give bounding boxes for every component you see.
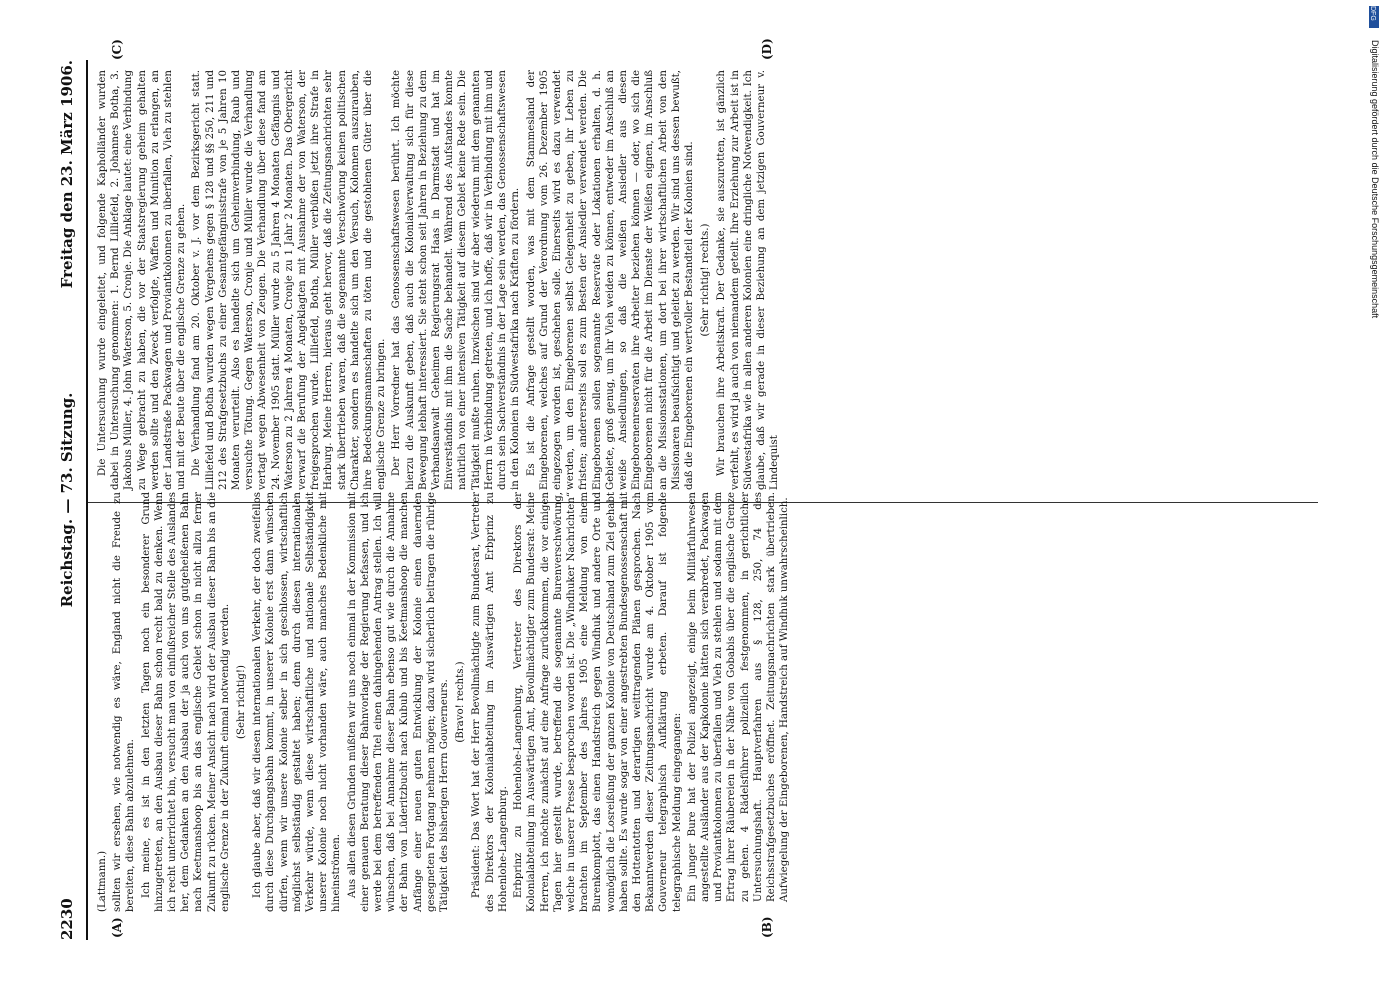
paragraph: Aus allen diesen Gründen müßten wir uns noch einmal in der Kommission mit einer genauen Beratung dieser Bahnvorlage der Regierung befassen, und ich werde bei dem betreffenden Titel einen dahingehenden Antrag stellen. Ich will wünschen, daß bei Annahme dieser Bahn ebenso gut wie durch die Annahme der Bahn von Lüderitzbucht nach Kubub und bis Keetmanshoop die manchen Anfänge einer neuen guten Entwicklung der Kolonie einen dauernden gesegneten Fortgang nehmen mögen; dazu wird sicherlich beitragen die rührige Tätigkeit des bisherigen Herrn Gouverneurs. <box>346 492 451 912</box>
interjection: (Sehr richtig!) <box>236 665 248 739</box>
paragraph: Die Verhandlung fand am 20. Oktober v. J. vor dem Bezirksgericht statt. Lilliefeld und Botha wurden wegen Vergehens gegen § 128 und §§ 250, 211 und 212 des Strafgesetzbuchs zu einer Gesamtgefängnisstrafe von je 5 Jahren 10 Monaten verurteilt. Also es handelte sich um Geheimverbindung, Raub und versuchte Tötung. Gegen Waterson, Cronje und Müller wurde die Verhandlung vertagt wegen Abwesenheit von Zeugen. Die Verhandlung über diese fand am 24. November 1905 statt. Müller wurde zu 5 Jahren 4 Monaten Gefängnis und Waterson zu 2 Jahren 4 Monaten, Cronje zu 1 Jahr 2 Monaten. Das Obergericht verwarf die Berufung der Angeklagten mit Ausnahme der von Waterson, der freigesprochen wurde. Lilliefeld, Botha, Müller verbüßen jetzt ihre Strafe in Harburg. Meine Herren, hieraus geht hervor, daß die Zeitungsnachrichten sehr stark übertrieben waren, daß die sogenannte Verschwörung keinen politischen Charakter, sondern es handelte sich um den Versuch, Kolonnen auszurauben, ihre Bedeckungsmannschaften zu töten und die gestohlenen Güter über die englische Grenze zu bringen. <box>191 70 388 490</box>
interjection: (Bravo! rechts.) <box>455 661 467 743</box>
paragraph: Erbprinz zu Hohenlohe-Langenburg, Vertreter des Direktors der Kolonialabteilung im Auswärtigen Amt, Bevollmächtigter zum Bundesrat: Meine Herren, ich möchte zunächst auf eine Anfrage zurückkommen, die vor einigen Tagen hier gestellt wurde, betreffend die sogenannte Burenverschwörung, welche in unserer Presse besprochen worden ist. Die „Windhuker Nachrichten“ brachten im September des Jahres 1905 eine Meldung von einem Burenkomplott, das einen Handstreich gegen Windhuk und andere Orte und womöglich die Losreißung der ganzen Kolonie von Deutschland zum Ziel gehabt haben sollte. Es wurde sogar von einer angestrebten Bundesgenossenschaft mit den Hottentotten und derartigen weittragenden Plänen gesprochen. Nach Bekanntwerden dieser Zeitungsnachricht wurde am 4. Oktober 1905 vom Gouverneur telegraphisch Aufklärung erbeten. Darauf ist folgende telegraphische Meldung eingegangen: <box>513 492 683 912</box>
session-date: Freitag den 23. März 1906. <box>58 60 76 289</box>
speaker-tag: (Lattmann.) <box>97 850 108 912</box>
paragraph: Es ist die Anfrage gestellt worden, was mit dem Stammesland der Eingeborenen, welches auf Grund der Verordnung vom 26. Dezember 1905 eingezogen worden ist, geschehen solle. Einerseits wird es dazu verwendet werden, um den Eingeborenen selbst Gelegenheit zu geben, ihr Leben zu fristen; andererseits soll es zum Besten der Ansiedler verwendet werden. Die Eingeborenen sollen sogenannte Reservate oder Lokationen erhalten, d. h. Gebiete, groß genug, um ihr Vieh weiden zu können, entweder im Anschluß an weiße Ansiedlungen, so daß die weißen Ansiedler aus diesen Eingeborenenreservaten ihre Arbeiter beziehen können — oder, wo sich die Eingeborenen nicht für die Arbeit im Dienste der Weißen eignen, im Anschluß an die Missionsstationen, um dort bei ihrer wirtschaftlichen Arbeit von den Missionaren beaufsichtigt und geleitet zu werden. Wir sind uns dessen bewußt, daß die Eingeborenen ein wertvoller Bestandteil der Kolonien sind. <box>525 70 695 490</box>
page-header <box>58 60 82 940</box>
margin-mark-b: (B) <box>760 916 774 938</box>
paragraph: Ich glaube aber, daß wir diesen internationalen Verkehr, der doch zweifellos durch diese Durchgangsbahn kommt, in unserer Kolonie erst dann wünschen dürfen, wenn wir unsere Kolonie selber in sich geschlossen, wirtschaftlich möglichst selbständig gestaltet haben; denn durch diesen internationalen Verkehr würde, wenn diese wirtschaftliche und nationale Selbständigkeit unserer Kolonie noch nicht vorhanden wäre, auch manches Bedenkliche mit hineinströmen. <box>252 492 343 912</box>
paragraph: Präsident: Das Wort hat der Herr Bevollmächtigte zum Bundesrat, Vertreter des Direktors der Kolonialabteilung im Auswärtigen Amt Erbprinz zu Hohenlohe-Langenburg. <box>471 492 509 912</box>
paragraph: Der Herr Vorredner hat das Genossenschaftswesen berührt. Ich möchte hierzu die Auskunft geben, daß auch die Kolonialverwaltung sich für diese Bewegung lebhaft interessiert. Sie steht schon seit Jahren in Beziehung zu dem Verbandsanwalt Geheimen Regierungsrat Haas in Darmstadt und hat im Einverständnis mit ihm die Sache behandelt. Während des Aufstandes konnte natürlich von einer intensiven Tätigkeit auf diesem Gebiet keine Rede sein. Die Tätigkeit mußte ruhen. Inzwischen sind wir aber wiederum mit dem genannten Herrn in Verbindung getreten, und ich hoffe, daß wir in Verbindung mit ihm und durch sein Sachverständnis in der Lage sein werden, das Genossenschaftswesen in den Kolonien in Südwestafrika nach Kräften zu fördern. <box>391 70 522 490</box>
page-number: 2230 <box>58 898 76 940</box>
right-column <box>96 70 783 490</box>
margin-mark-d: (D) <box>760 38 774 60</box>
left-column <box>96 492 793 912</box>
dfg-logo-text: DFG <box>1369 6 1376 21</box>
margin-mark-a: (A) <box>110 917 124 938</box>
paragraph: Ich meine, es ist in den letzten Tagen noch ein besonderer Grund hinzugetreten, an den Ausbau dieser Bahn schon recht bald zu denken. Wenn ich recht unterrichtet bin, versucht man von einflußreicher Stelle des Auslandes her, dem Gedanken an den Ausbau der ja auch von uns gutgeheißenen Bahn nach Keetmanshoop bis an das englische Gebiet schon in nicht allzu ferner Zukunft zu rücken. Meiner Ansicht nach wird der Ausbau dieser Bahn bis an die englische Grenze in der Zukunft einmal notwendig werden. <box>140 492 231 912</box>
session-title: Reichstag. — 73. Sitzung. <box>58 392 76 608</box>
paragraph: Wir brauchen ihre Arbeitskraft. Der Gedanke, sie auszurotten, ist gänzlich verfehlt, es wird ja auch von niemandem geteilt. Ihre Erziehung zur Arbeit ist in Südwestafrika wie in allen anderen Kolonien eine dringliche Notwendigkeit. Ich glaube, daß wir gerade in dieser Beziehung an dem jetzigen Gouverneur v. Lindequist <box>716 70 781 490</box>
quoted-telegram: Ein junger Bure hat der Polizei angezeigt, einige beim Militärfuhrwesen angestellte Ausländer aus der Kapkolonie hätten sich verabredet, Packwagen und Proviantkolonnen zu überfallen und Vieh zu stehlen und sodann mit dem Ertrag ihrer Räubereien in der Nähe von Gobabis über die englische Grenze zu gehen. 4 Rädelsführer polizeilich festgenommen, in gerichtlicher Untersuchungshaft. Hauptverfahren aus § 128, 250, 74 des Reichsstrafgesetzbuches eröffnet. Zeitungsnachrichten stark übertrieben. Aufwiegelung der Eingeborenen, Handstreich auf Windhuk unwahrscheinlich. <box>686 492 791 902</box>
paragraph: sollten wir ersehen, wie notwendig es wäre, England nicht die Freude zu bereiten, diese Bahn abzulehnen. <box>112 492 137 912</box>
paragraph: Die Untersuchung wurde eingeleitet, und folgende Kapholländer wurden dabei in Untersuchung genommen: 1. Bernd Lilliefeld, 2. Johannes Botha, 3. Jakobus Müller, 4. John Waterson, 5. Cronje. Die Anklage lautet: eine Verbindung zu Wege gebracht zu haben, die vor der Staatsregierung geheim gehalten werden sollte und den Zweck verfolgte, Waffen und Munition zu erlangen, an der Landstraße Packwagen und Proviantkolonnen zu überfallen, Vieh zu stehlen und mit der Beute über die englische Grenze zu gehen. <box>97 70 188 490</box>
dfg-logo <box>1369 6 1379 28</box>
header-rule <box>86 60 88 940</box>
margin-mark-c: (C) <box>110 39 124 60</box>
funding-note: Digitalisierung gefördert durch die Deutsche Forschungsgemeinschaft <box>1370 40 1380 319</box>
interjection: (Sehr richtig! rechts.) <box>700 223 712 337</box>
